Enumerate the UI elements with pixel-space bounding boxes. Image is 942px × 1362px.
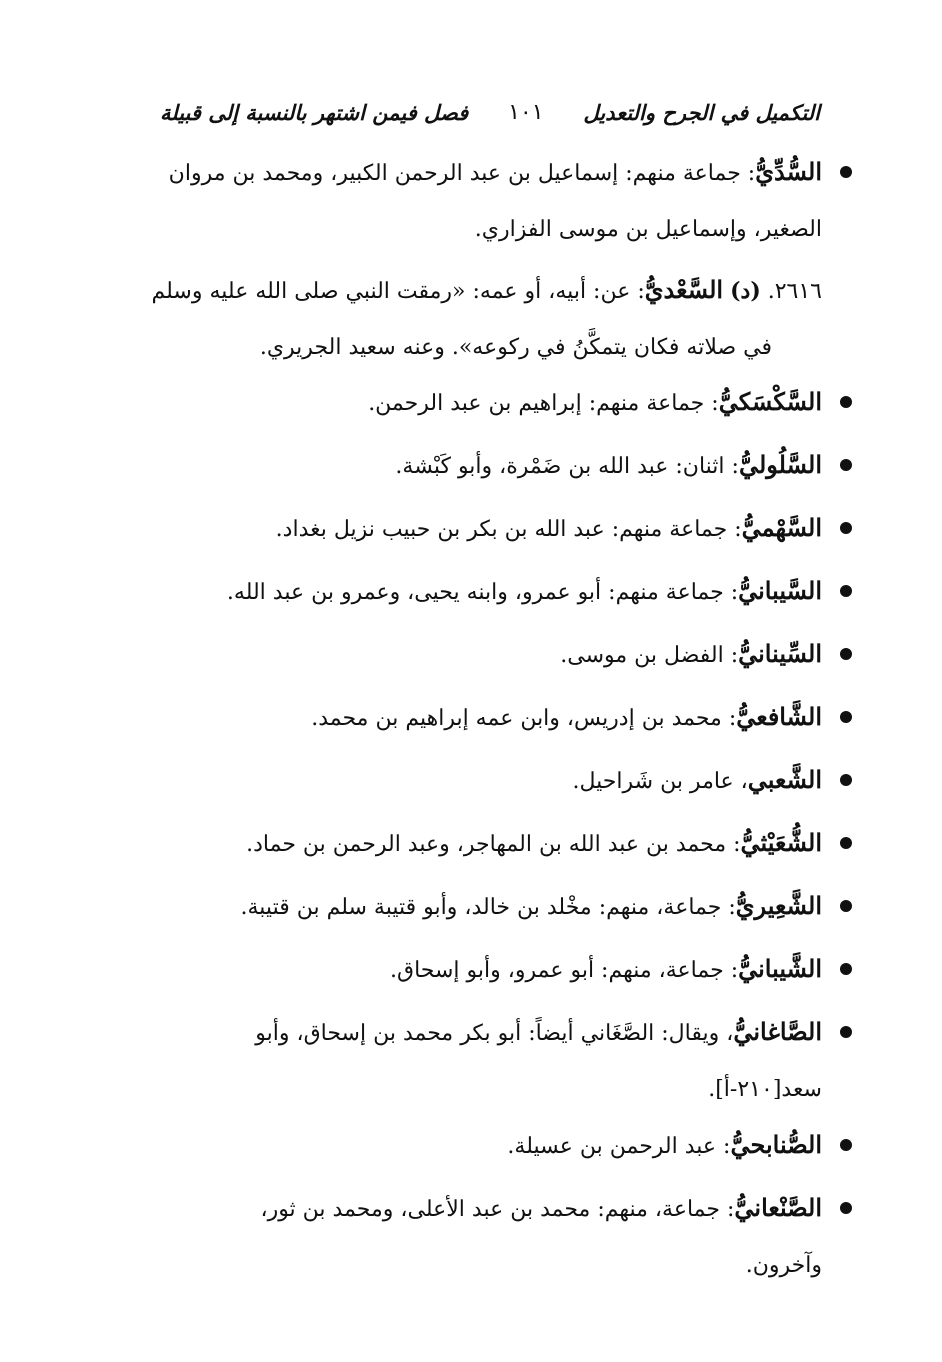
entry-nisba: السَّهْميُّ [741,513,822,542]
bullet-icon [840,963,852,975]
entry-continuation: وآخرون. [745,1253,822,1278]
entry-text: ، ويقال: الصَّغَاني أيضاً: أبو بكر محمد بن إسحاق، وأبو [255,1021,734,1046]
entry-nisba: السَّكْسَكيُّ [718,387,822,416]
entry [227,563,822,621]
entry-text: : جماعة، منهم: محمد بن عبد الأعلى، ومحمد بن ثور، [260,1197,735,1222]
bullet-icon [840,585,852,597]
entry [573,752,823,810]
entry-nisba: الصَّاغانيُّ [733,1017,822,1046]
entry [395,437,822,495]
bullet-icon [840,774,852,786]
bullet-icon [840,711,852,723]
entry [241,878,823,936]
entry-nisba: الشُّعَيْثيُّ [740,828,822,857]
entry [260,1180,822,1294]
entry-nisba: الشَّيبانيُّ [738,954,822,983]
entry [255,1004,822,1118]
entry-number: ٢٦١٦. [767,279,822,304]
entry-text: : جماعة منهم: إسماعيل بن عبد الرحمن الكبير، ومحمد بن مروان [168,161,756,186]
entry-text: : جماعة منهم: إبراهيم بن عبد الرحمن. [368,391,719,416]
entry-nisba: الصَّنْعانيُّ [734,1193,822,1222]
bullet-icon [840,900,852,912]
entry-nisba: السَّعْديُّ [644,275,724,304]
bullet-icon [840,166,852,178]
entry-text: : محمد بن عبد الله بن المهاجر، وعبد الرحمن بن حماد. [246,832,741,857]
entry-continuation: الصغير، وإسماعيل بن موسى الفزاري. [474,217,822,242]
header-chapter-title: فصل فيمن اشتهر بالنسبة إلى قبيلة [160,99,469,125]
entry-text: : جماعة منهم: أبو عمرو، وابنه يحيى، وعمرو بن عبد الله. [226,580,739,605]
entry-continuation: سعد[٢١٠-أ]. [708,1077,822,1102]
entry-nisba: الشَّعبي [747,765,822,794]
entry [169,144,822,258]
header-book-title: التكميل في الجرح والتعديل [583,99,820,125]
entry-text: ، عامر بن شَراحيل. [572,769,748,794]
bullet-icon [840,396,852,408]
bullet-icon [840,648,852,660]
entry-text: : جماعة، منهم: أبو عمرو، وأبو إسحاق. [390,958,739,983]
entry-nisba: السِّينانيُّ [738,639,822,668]
entry-text: : عبد الرحمن بن عسيلة. [507,1134,731,1159]
bullet-icon [840,459,852,471]
entry [390,941,822,999]
bullet-icon [840,1026,852,1038]
numbered-entry [152,262,823,376]
bullet-icon [840,1139,852,1151]
entry [311,689,822,747]
entry-nisba: السُّدِّيُّ [755,157,822,186]
bullet-icon [840,522,852,534]
bullet-icon [840,837,852,849]
entry-nisba: السَّيبانيُّ [738,576,822,605]
entry [507,1117,822,1175]
entry-text: : عن: أبيه، أو عمه: «رمقت النبي صلى الله عليه وسلم [151,279,645,304]
entry-nisba: الشَّعِيريُّ [735,891,822,920]
bullet-icon [840,1202,852,1214]
entry-continuation: في صلاته فكان يتمكَّنُ في ركوعه». وعنه سعيد الجريري. [259,335,772,360]
entry-text: : اثنان: عبد الله بن ضَمْرة، وأبو كَبْشة. [395,454,739,479]
page-number: ١٠١ [508,99,544,125]
entry [276,500,822,558]
entry [560,626,822,684]
entry-nisba: السَّلُوليُّ [738,450,822,479]
entry-nisba: الصُّنابحيُّ [730,1130,822,1159]
entry-text: : الفضل بن موسى. [560,643,739,668]
entry [368,374,822,432]
entry-text: : محمد بن إدريس، وابن عمه إبراهيم بن محمد. [311,706,737,731]
entry-code: (د) [730,278,761,304]
entry-nisba: الشَّافعيُّ [736,702,822,731]
running-header [160,92,820,132]
entry-text: : جماعة، منهم: مخْلد بن خالد، وأبو قتيبة سلم بن قتيبة. [240,895,736,920]
entry [246,815,822,873]
entry-text: : جماعة منهم: عبد الله بن بكر بن حبيب نزيل بغداد. [275,517,742,542]
